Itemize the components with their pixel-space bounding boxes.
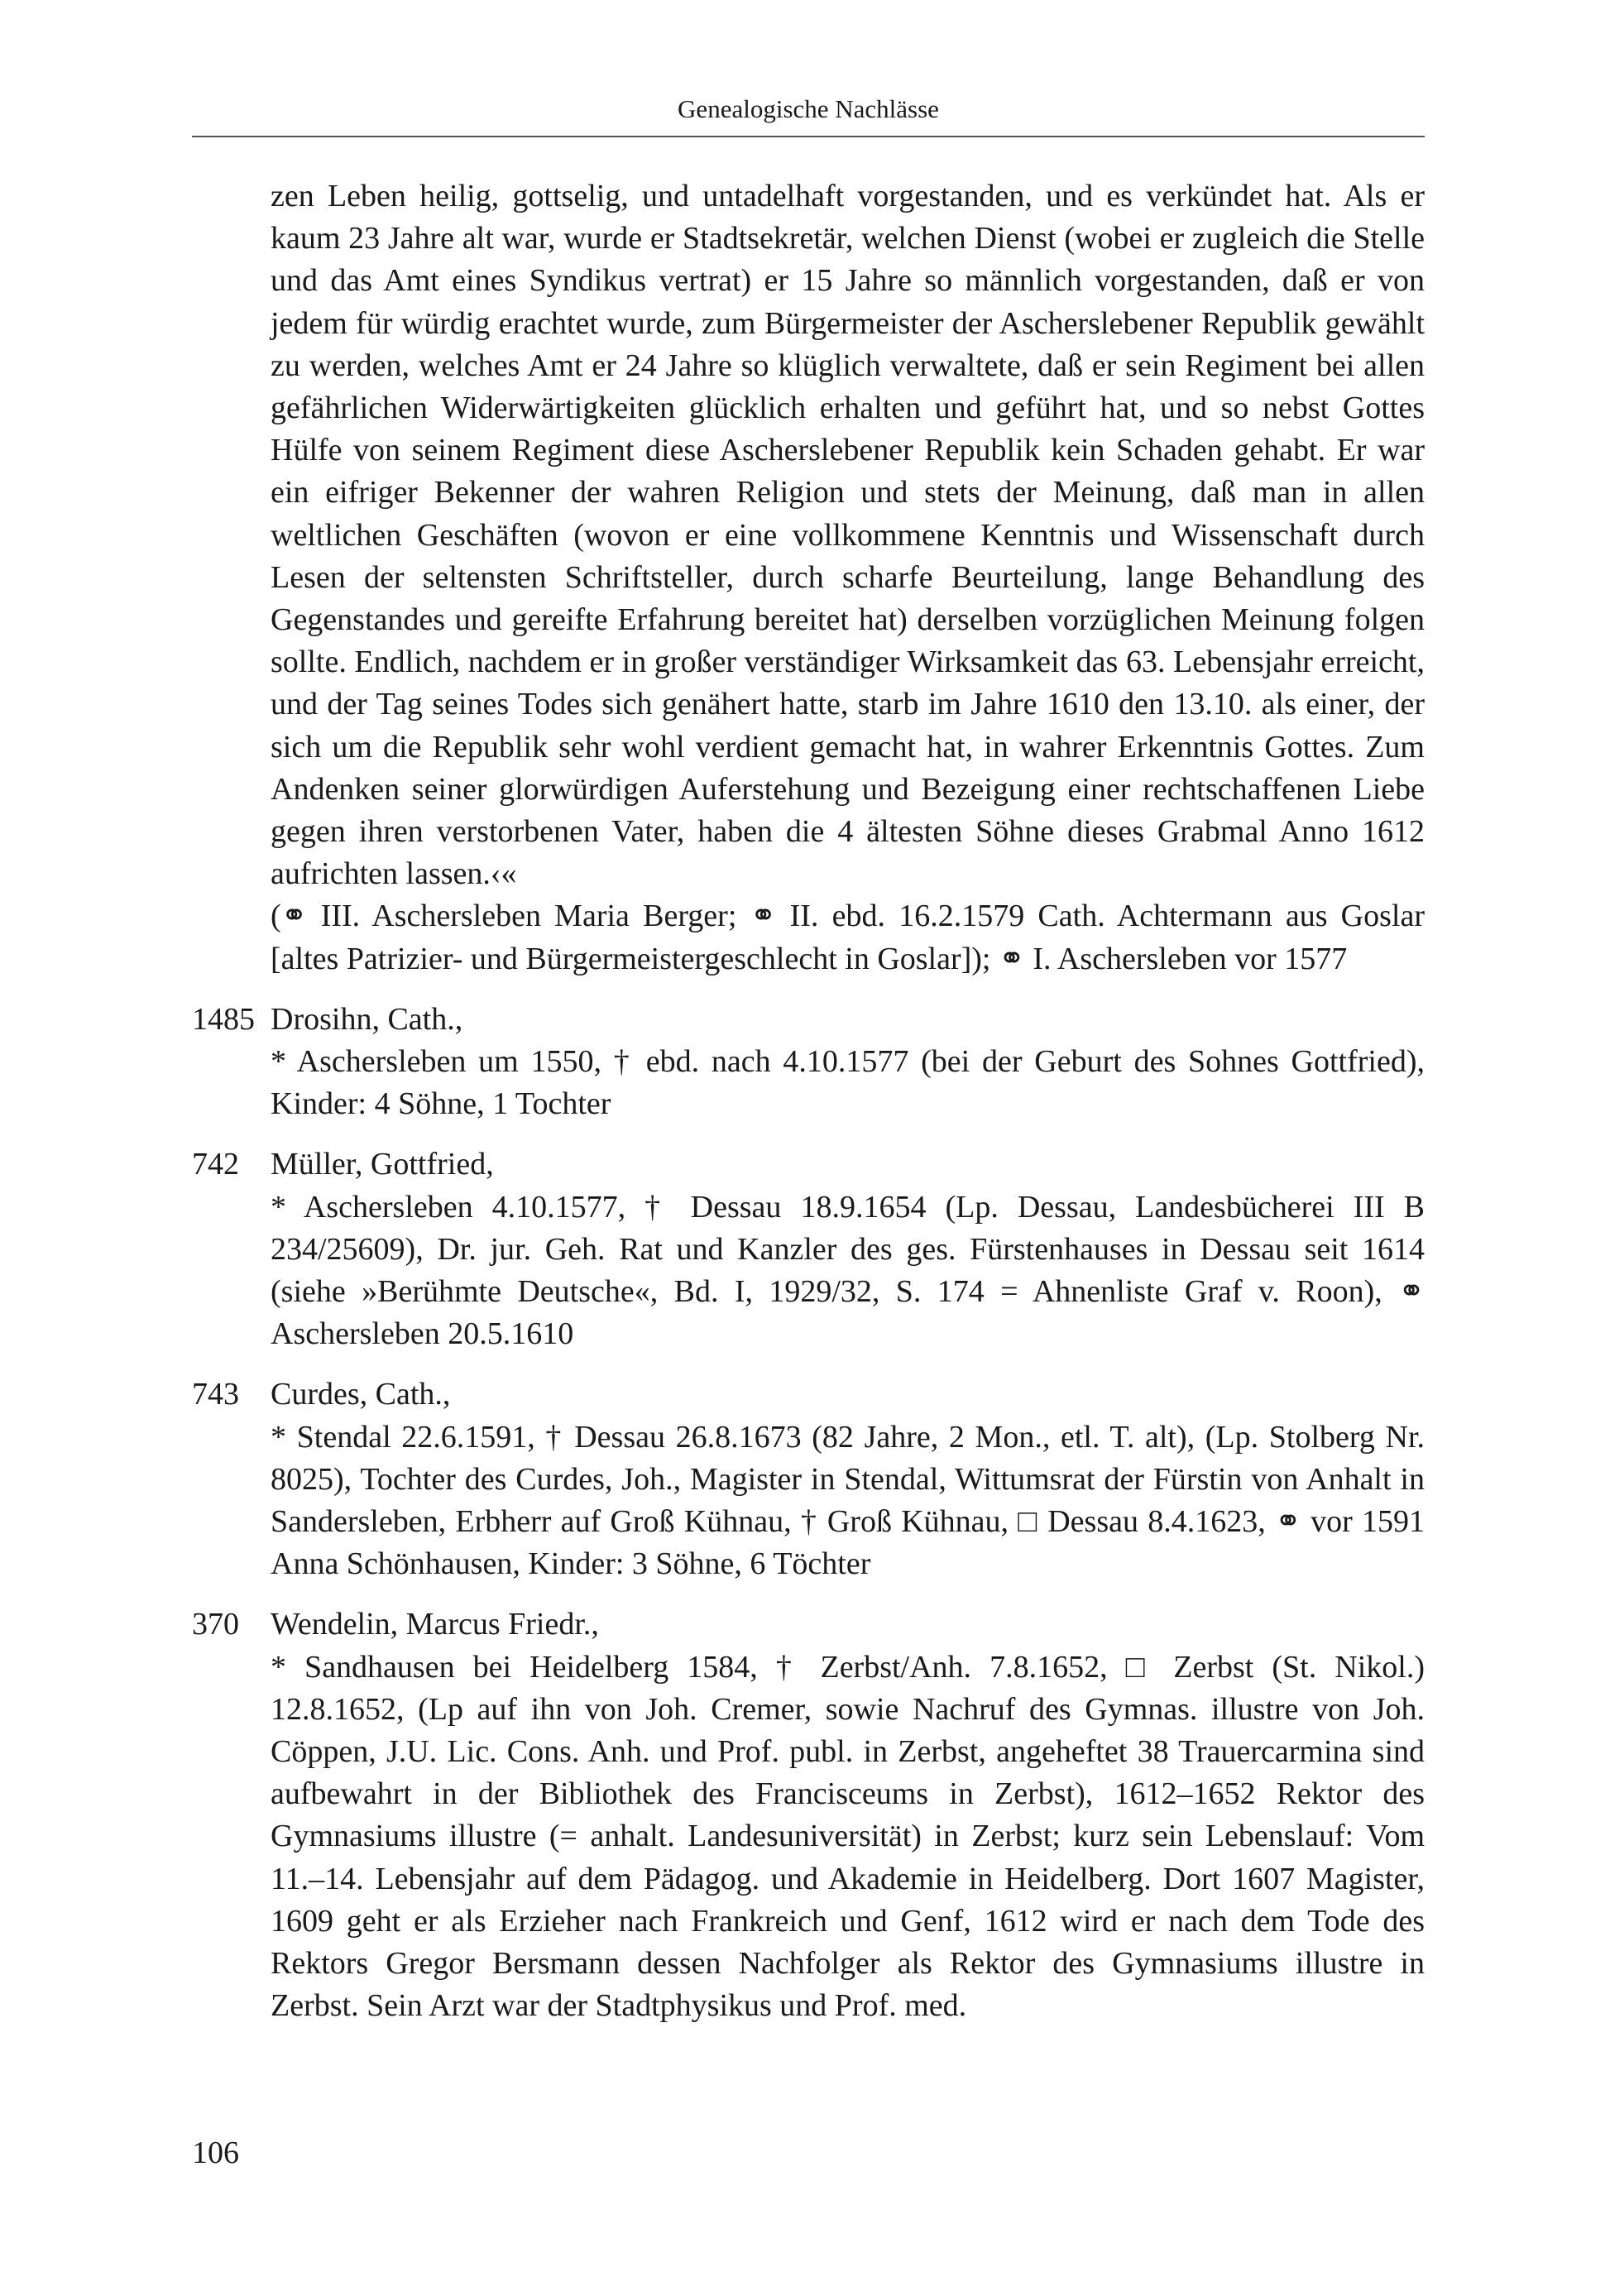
entry-number: 742	[192, 1147, 239, 1182]
entry-text: * Aschersleben um 1550, † ebd. nach 4.10.1577 (bei der Geburt des Sohnes Gottfried), Kinder: 4 Söhne, 1 Tochter	[271, 1044, 1425, 1122]
entry-head	[192, 1143, 1425, 1186]
entry-742	[192, 1143, 1425, 1355]
entry-head	[192, 1603, 1425, 1646]
entry-head	[192, 1373, 1425, 1416]
entry-head	[192, 999, 1425, 1041]
entry-name: Drosihn, Cath.,	[271, 1001, 463, 1037]
entry-name: Wendelin, Marcus Friedr.,	[271, 1607, 599, 1642]
entry-number: 743	[192, 1377, 239, 1412]
body-text	[192, 175, 1425, 2027]
entry-text: * Sandhausen bei Heidelberg 1584, † Zerbst/Anh. 7.8.1652, □ Zerbst (St. Nikol.) 12.8.1652, (Lp auf ihn von Joh. Cremer, sowie Nachruf des Gymnas. illustre von Joh. Cöppen, J.U. Lic. Cons. Anh. und Prof. publ. in Zerbst, angeheftet 38 Trauercarmina sind aufbewahrt in der Bibliothek des Francisceums in Zerbst), 1612–1652 Rektor des Gymnasiums illustre (= anhalt. Landesuniversität) in Zerbst; kurz sein Lebenslauf: Vom 11.–14. Lebensjahr auf dem Pädagog. und Akademie in Heidelberg. Dort 1607 Magister, 1609 geht er als Erzieher nach Frankreich und Genf, 1612 wird er nach dem Tode des Rektors Gregor Bersmann dessen Nachfolger als Rektor des Gymnasiums illustre in Zerbst. Sein Arzt war der Stadtphysikus und Prof. med.	[271, 1649, 1425, 2024]
page-number: 106	[192, 2135, 239, 2170]
entry-743	[192, 1373, 1425, 1585]
entry-1485	[192, 999, 1425, 1126]
entry-name: Müller, Gottfried,	[271, 1147, 494, 1182]
entry-text: * Stendal 22.6.1591, † Dessau 26.8.1673 (82 Jahre, 2 Mon., etl. T. alt), (Lp. Stolberg Nr. 8025), Tochter des Curdes, Joh., Magister in Stendal, Wittumsrat der Fürstin von Anhalt in Sandersleben, Erbherr auf Groß Kühnau, † Groß Kühnau, □ Dessau 8.4.1623, ⚭ vor 1591 Anna Schönhausen, Kinder: 3 Söhne, 6 Töchter	[271, 1419, 1425, 1582]
marriage-note: (⚭ III. Aschersleben Maria Berger; ⚭ II. ebd. 16.2.1579 Cath. Achtermann aus Goslar [altes Patrizier- und Bürgermeistergeschlecht in Goslar]); ⚭ I. Aschersleben vor 1577	[271, 899, 1425, 976]
entry-number: 370	[192, 1607, 239, 1642]
continuation-paragraph: zen Leben heilig, gottselig, und untadelhaft vorgestanden, und es verkündet hat. Als er kaum 23 Jahre alt war, wurde er Stadtsekretär, welchen Dienst (wobei er zugleich die Stelle und das Amt eines Syndikus vertrat) er 15 Jahre so männlich vorgestanden, daß er von jedem für würdig erachtet wurde, zum Bürgermeister der Ascherslebener Republik gewählt zu werden, welches Amt er 24 Jahre so klüglich verwaltete, daß er sein Regiment bei allen gefährlichen Widerwärtigkeiten glücklich erhalten und geführt hat, und so nebst Gottes Hülfe von seinem Regiment diese Ascherslebener Republik kein Schaden gehabt. Er war ein eifriger Bekenner der wahren Religion und stets der Meinung, daß man in allen weltlichen Geschäften (wovon er eine vollkommene Kenntnis und Wissenschaft durch Lesen der seltensten Schriftsteller, durch scharfe Beurteilung, lange Behandlung des Gegenstandes und gereifte Erfahrung bereitet hat) derselben vorzüglichen Meinung folgen sollte. Endlich, nachdem er in großer verständiger Wirksamkeit das 63. Lebensjahr erreicht, und der Tag seines Todes sich genähert hatte, starb im Jahre 1610 den 13.10. als einer, der sich um die Republik sehr wohl verdient gemacht hat, in wahrer Erkenntnis Gottes. Zum Andenken seiner glorwürdigen Auferstehung und Bezeigung einer rechtschaffenen Liebe gegen ihren verstorbenen Vater, haben die 4 ältesten Söhne dieses Grabmal Anno 1612 aufrichten lassen.‹«	[271, 179, 1425, 892]
running-head-title: Genealogische Nachlässe	[678, 94, 939, 123]
entry-370	[192, 1603, 1425, 2027]
entry-number: 1485	[192, 1001, 255, 1037]
entry-name: Curdes, Cath.,	[271, 1377, 451, 1412]
header-rule	[192, 136, 1425, 137]
entry-text: * Aschersleben 4.10.1577, † Dessau 18.9.1654 (Lp. Dessau, Landesbücherei III B 234/25609), Dr. jur. Geh. Rat und Kanzler des ges. Fürstenhauses in Dessau seit 1614 (siehe »Berühmte Deutsche«, Bd. I, 1929/32, S. 174 = Ahnenliste Graf v. Roon), ⚭ Aschersleben 20.5.1610	[271, 1189, 1425, 1352]
